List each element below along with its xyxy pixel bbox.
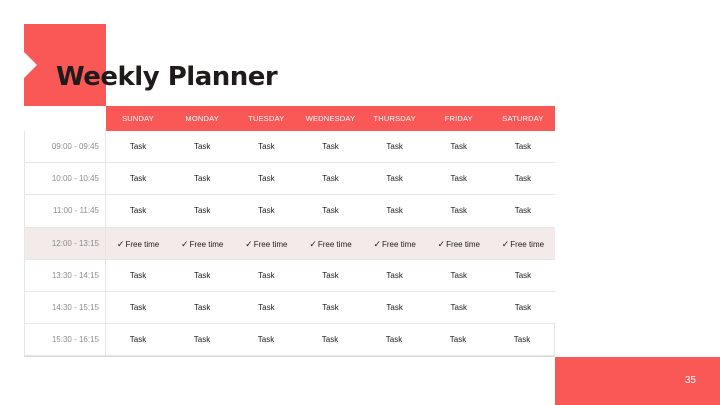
free-time-cell [170, 228, 234, 259]
checkmark-icon: ✓ [116, 238, 125, 249]
task-cell [234, 131, 298, 162]
task-label: Task [129, 206, 147, 216]
day-header-thursday: THURSDAY [373, 114, 416, 123]
free-time-label: Free time [382, 239, 416, 249]
task-cell [170, 163, 234, 194]
time-slot-row [24, 292, 555, 324]
free-time-label: Free time [510, 239, 545, 249]
task-cell [106, 195, 170, 226]
time-slot-label: 09:00 - 09:45 [24, 131, 106, 162]
task-label: Task [322, 142, 339, 151]
task-cell [298, 163, 362, 194]
task-label: Task [258, 206, 275, 216]
task-label: Task [193, 174, 211, 184]
task-cell [491, 163, 555, 194]
title-accent-notch [24, 52, 37, 78]
task-label: Task [322, 302, 339, 312]
task-cell [234, 324, 298, 355]
time-slot-row [24, 163, 555, 195]
checkmark-icon: ✓ [181, 238, 189, 249]
task-cell [426, 324, 490, 355]
task-label: Task [386, 302, 403, 312]
task-label: Task [258, 302, 275, 312]
task-label: Task [321, 335, 339, 345]
task-label: Task [129, 302, 147, 312]
time-slot-row [24, 131, 555, 163]
task-label: Task [450, 174, 467, 184]
task-label: Task [193, 335, 211, 345]
free-time-label: Free time [317, 239, 352, 249]
task-cell [363, 163, 427, 194]
task-label: Task [129, 335, 147, 345]
weekly-planner-table [24, 106, 555, 357]
task-label: Task [514, 174, 532, 184]
task-cell [298, 292, 362, 323]
task-label: Task [129, 174, 147, 184]
task-label: Task [514, 302, 532, 312]
free-time-cell [298, 228, 362, 259]
task-label: Task [322, 270, 339, 280]
task-cell [234, 195, 298, 226]
free-time-label: Free time [446, 239, 480, 249]
checkmark-icon: ✓ [501, 238, 510, 249]
task-cell [491, 260, 555, 291]
task-label: Task [450, 206, 467, 216]
task-cell [491, 195, 555, 226]
time-slot-row [24, 195, 555, 227]
free-time-label: Free time [189, 239, 224, 249]
task-cell [491, 131, 555, 162]
time-slot-label: 10:00 - 10:45 [24, 163, 106, 194]
task-label: Task [322, 174, 339, 184]
time-slot-label: 13:30 - 14:15 [24, 260, 106, 291]
task-label: Task [322, 206, 339, 216]
task-cell [298, 131, 362, 162]
task-cell [234, 260, 298, 291]
free-time-cell [363, 228, 427, 259]
task-cell [170, 195, 234, 226]
day-header-friday: FRIDAY [444, 114, 473, 123]
task-label: Task [129, 142, 147, 151]
task-cell [106, 131, 170, 162]
task-cell [170, 324, 234, 355]
task-label: Task [514, 270, 532, 280]
task-cell [427, 195, 491, 226]
task-cell [363, 195, 427, 226]
task-label: Task [385, 335, 403, 345]
task-label: Task [386, 270, 403, 280]
task-cell [362, 324, 426, 355]
task-cell [427, 163, 491, 194]
task-cell [363, 131, 427, 162]
day-header-monday: MONDAY [185, 114, 219, 123]
page-number: 35 [684, 375, 696, 386]
task-label: Task [450, 302, 467, 312]
checkmark-icon: ✓ [373, 238, 381, 249]
free-time-label: Free time [253, 239, 288, 249]
task-label: Task [257, 335, 275, 345]
task-cell [427, 260, 491, 291]
slide-title: Weekly Planner [56, 62, 278, 92]
task-cell [491, 292, 555, 323]
time-slot-label: 11:00 - 11:45 [24, 195, 106, 226]
task-label: Task [386, 206, 403, 216]
task-cell [490, 324, 555, 355]
day-header-tuesday: TUESDAY [248, 114, 285, 123]
task-label: Task [450, 270, 467, 280]
task-cell [170, 131, 234, 162]
task-label: Task [258, 174, 275, 184]
task-label: Task [129, 270, 147, 280]
task-label: Task [514, 206, 532, 216]
task-label: Task [193, 206, 211, 216]
task-cell [298, 195, 362, 226]
time-slot-label: 15:30 - 16:15 [24, 324, 106, 355]
task-cell [106, 163, 170, 194]
task-cell [170, 292, 234, 323]
checkmark-icon: ✓ [309, 238, 317, 249]
task-cell [427, 292, 491, 323]
task-cell [234, 292, 298, 323]
task-label: Task [449, 335, 467, 345]
day-header-sunday: SUNDAY [122, 114, 155, 123]
task-label: Task [450, 142, 467, 151]
task-label: Task [514, 142, 532, 151]
task-cell [427, 131, 491, 162]
task-label: Task [386, 174, 403, 184]
time-slot-label: 12:00 - 13:15 [24, 228, 106, 259]
day-header-wednesday: WEDNESDAY [305, 114, 356, 123]
free-time-label: Free time [125, 239, 160, 249]
task-cell [106, 260, 170, 291]
task-cell [363, 292, 427, 323]
task-label: Task [258, 142, 275, 151]
task-cell [106, 292, 170, 323]
free-time-cell [491, 228, 555, 259]
task-label: Task [513, 335, 531, 345]
time-slot-row [24, 260, 555, 292]
task-label: Task [258, 270, 275, 280]
free-time-cell [106, 228, 170, 259]
checkmark-icon: ✓ [245, 238, 253, 249]
planner-body [24, 131, 555, 356]
checkmark-icon: ✓ [437, 238, 446, 249]
task-cell [298, 324, 362, 355]
free-time-row [24, 228, 555, 260]
task-label: Task [193, 142, 211, 151]
free-time-cell [234, 228, 298, 259]
task-cell [170, 260, 234, 291]
task-cell [298, 260, 362, 291]
footer-accent-block [555, 357, 720, 405]
task-label: Task [193, 270, 211, 280]
free-time-cell [427, 228, 491, 259]
task-label: Task [193, 302, 211, 312]
task-label: Task [386, 142, 403, 151]
task-cell [106, 324, 170, 355]
time-slot-row [24, 324, 555, 356]
day-header-saturday: SATURDAY [502, 114, 544, 123]
task-cell [363, 260, 427, 291]
time-slot-label: 14:30 - 15:15 [24, 292, 106, 323]
task-cell [234, 163, 298, 194]
day-header-row [106, 106, 555, 131]
